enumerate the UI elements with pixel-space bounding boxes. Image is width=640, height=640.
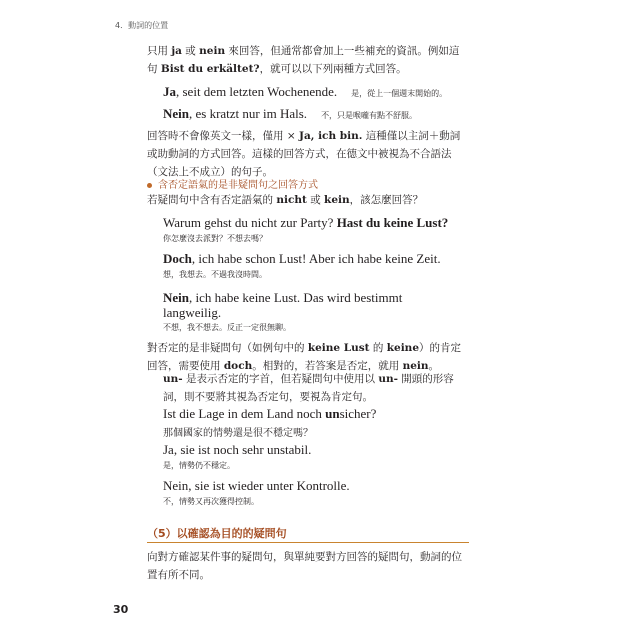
answer-nein: Nein, ich habe keine Lust. Das wird bestimmt [163,290,403,305]
paragraph-2: 回答時不會像英文一樣，僅用 × Ja, ich bin. 這種僅以主詞＋動詞或助動詞的方式回答。這樣的回答方式，在德文中被視為不合語法（文法上不成立）的句子。 [147,130,461,178]
paragraph-4: un- 是表示否定的字首，但若疑問句中使用以 un- 開頭的形容詞，則不要將其視為否定句，要視為肯定句。 [163,373,454,403]
paragraph-3: 對否定的是非疑問句（如例句中的 keine Lust 的 keine）的肯定回答，需要使用 doch。相對的，若答案是否定，就用 nein。 [147,342,461,372]
answer-nein-translation: 不想，我不想去。反正一定很無聊。 [163,323,291,332]
answer-nein-cont: langweilig. [163,305,222,320]
question-1: Warum gehst du nicht zur Party? Hast du keine Lust? [163,215,449,230]
answer-2-nein: Nein, sie ist wieder unter Kontrolle. [163,478,350,493]
answer-2-ja: Ja, sie ist noch sehr unstabil. [163,442,312,457]
example-ja: Ja, seit dem letzten Wochenende. 是，從上一個週末開始的。 [163,84,448,99]
answer-2-ja-translation: 是，情勢仍不穩定。 [163,461,235,470]
intro-paragraph: 只用 ja 或 nein 來回答，但通常都會加上一些補充的資訊。例如這句 Bist du erkältet?，就可以以下列兩種方式回答。 [147,45,460,75]
bullet-dot-icon [147,183,152,188]
bullet-text: 若疑問句中含有否定語氣的 nicht 或 kein，該怎麼回答？ [147,194,424,206]
chapter-header: 4．動詞的位置 [115,21,169,30]
question-2: Ist die Lage in dem Land noch unsicher? [163,406,377,421]
section-5-heading: （5）以確認為目的的疑問句 [147,525,469,543]
answer-doch-translation: 想，我想去。不過我沒時間。 [163,270,267,279]
question-2-translation: 那個國家的情勢還是很不穩定嗎？ [163,428,313,439]
example-nein: Nein, es kratzt nur im Hals. 不，只是喉嚨有點不舒服。 [163,106,418,121]
section-5-text: 向對方確認某件事的疑問句，與單純要對方回答的疑問句，動詞的位置有所不同。 [147,551,462,581]
answer-2-nein-translation: 不，情勢又再次獲得控制。 [163,497,259,506]
answer-doch: Doch, ich habe schon Lust! Aber ich habe keine Zeit. [163,251,441,266]
bullet-heading: 含否定語氣的是非疑問句之回答方式 [147,176,318,191]
page-number: 30 [113,603,129,616]
question-1-translation: 你怎麼沒去派對？不想去嗎？ [163,234,267,243]
